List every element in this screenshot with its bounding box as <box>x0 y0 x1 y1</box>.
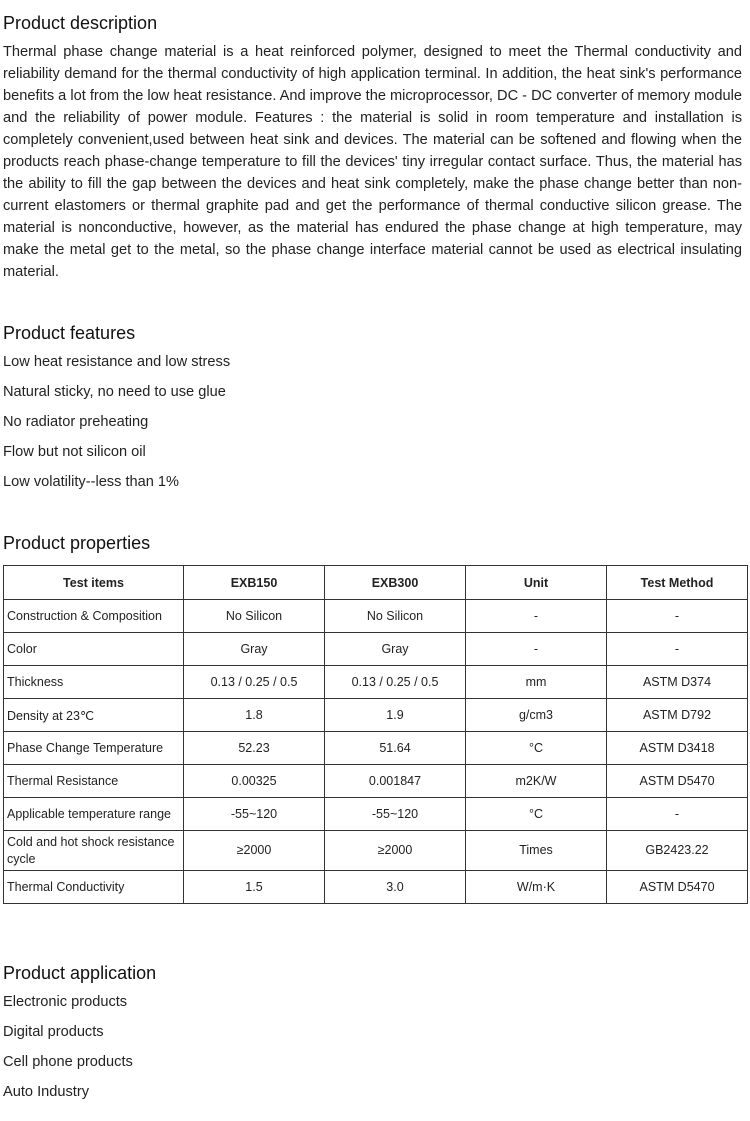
table-cell: Thermal Conductivity <box>4 871 184 904</box>
table-cell: Density at 23℃ <box>4 699 184 732</box>
table-cell: mm <box>466 666 607 699</box>
table-cell: g/cm3 <box>466 699 607 732</box>
table-cell: 1.9 <box>325 699 466 732</box>
feature-item: Flow but not silicon oil <box>3 444 146 460</box>
features-heading: Product features <box>3 323 136 343</box>
column-header: Test Method <box>607 566 748 600</box>
feature-item: No radiator preheating <box>3 414 149 430</box>
column-header: Unit <box>466 566 607 600</box>
table-row <box>4 699 748 732</box>
application-list <box>3 992 133 1112</box>
table-cell: Applicable temperature range <box>4 798 184 831</box>
feature-item: Low heat resistance and low stress <box>3 354 231 370</box>
table-cell: 52.23 <box>184 732 325 765</box>
column-header: EXB150 <box>184 566 325 600</box>
table-row <box>4 831 748 871</box>
table-cell: GB2423.22 <box>607 831 748 871</box>
table-cell: Thickness <box>4 666 184 699</box>
table-cell: °C <box>466 798 607 831</box>
table-cell: 1.8 <box>184 699 325 732</box>
table-cell: -55~120 <box>184 798 325 831</box>
table-cell: Color <box>4 633 184 666</box>
table-cell: -55~120 <box>325 798 466 831</box>
table-row <box>4 798 748 831</box>
table-cell: - <box>466 633 607 666</box>
application-item: Cell phone products <box>3 1054 133 1070</box>
column-header: Test items <box>4 566 184 600</box>
table-cell: 51.64 <box>325 732 466 765</box>
properties-table <box>3 565 748 904</box>
table-row <box>4 633 748 666</box>
table-header-row <box>4 566 748 600</box>
description-text: Thermal phase change material is a heat reinforced polymer, designed to meet the Thermal conductivity and reliability demand for the thermal conductivity of high application terminal. In addition, the heat sink's performance benefits a lot from the low heat resistance. And improve the microprocessor, DC - DC converter of memory module and the reliability of power module. Features : the material is solid in room temperature and installation is completely convenient,used between heat sink and devices. The material can be softened and flowing when the products reach phase-change temperature to fill the devices' tiny irregular contact surface. Thus, the material has the ability to fill the gap between the devices and heat sink completely, make the phase change better than non-current elastomers or thermal graphite pad and get the performance of thermal conductive silicon grease. The material is nonconductive, however, as the material has endured the phase change at high temperature, may make the metal get to the metal, so the phase change interface material cannot be used as electrical insulating material. <box>3 44 742 280</box>
table-cell: Thermal Resistance <box>4 765 184 798</box>
application-item: Digital products <box>3 1024 104 1040</box>
table-cell: No Silicon <box>325 600 466 633</box>
application-item: Electronic products <box>3 994 128 1010</box>
table-cell: - <box>466 600 607 633</box>
table-cell: ASTM D792 <box>607 699 748 732</box>
table-cell: Cold and hot shock resistance cycle <box>4 831 184 871</box>
table-cell: Construction & Composition <box>4 600 184 633</box>
properties-heading: Product properties <box>3 533 151 553</box>
column-header: EXB300 <box>325 566 466 600</box>
table-cell: - <box>607 633 748 666</box>
table-cell: ASTM D3418 <box>607 732 748 765</box>
feature-item: Natural sticky, no need to use glue <box>3 384 226 400</box>
feature-item: Low volatility--less than 1% <box>3 474 180 490</box>
table-cell: W/m·K <box>466 871 607 904</box>
table-row <box>4 871 748 904</box>
table-cell: - <box>607 798 748 831</box>
table-row <box>4 600 748 633</box>
table-cell: ≥2000 <box>184 831 325 871</box>
table-cell: - <box>607 600 748 633</box>
table-row <box>4 732 748 765</box>
table-cell: Phase Change Temperature <box>4 732 184 765</box>
table-cell: No Silicon <box>184 600 325 633</box>
table-cell: Times <box>466 831 607 871</box>
table-cell: ASTM D374 <box>607 666 748 699</box>
table-cell: °C <box>466 732 607 765</box>
table-cell: m2K/W <box>466 765 607 798</box>
table-cell: 0.00325 <box>184 765 325 798</box>
table-cell: 0.13 / 0.25 / 0.5 <box>325 666 466 699</box>
features-list <box>3 352 230 502</box>
application-item: Auto Industry <box>3 1084 89 1100</box>
table-row <box>4 765 748 798</box>
table-cell: ASTM D5470 <box>607 871 748 904</box>
table-cell: ASTM D5470 <box>607 765 748 798</box>
description-heading: Product description <box>3 13 158 33</box>
table-cell: 1.5 <box>184 871 325 904</box>
table-row <box>4 666 748 699</box>
table-cell: 3.0 <box>325 871 466 904</box>
table-cell: Gray <box>184 633 325 666</box>
table-cell: 0.13 / 0.25 / 0.5 <box>184 666 325 699</box>
table-cell: 0.001847 <box>325 765 466 798</box>
application-heading: Product application <box>3 963 157 983</box>
table-cell: ≥2000 <box>325 831 466 871</box>
table-cell: Gray <box>325 633 466 666</box>
